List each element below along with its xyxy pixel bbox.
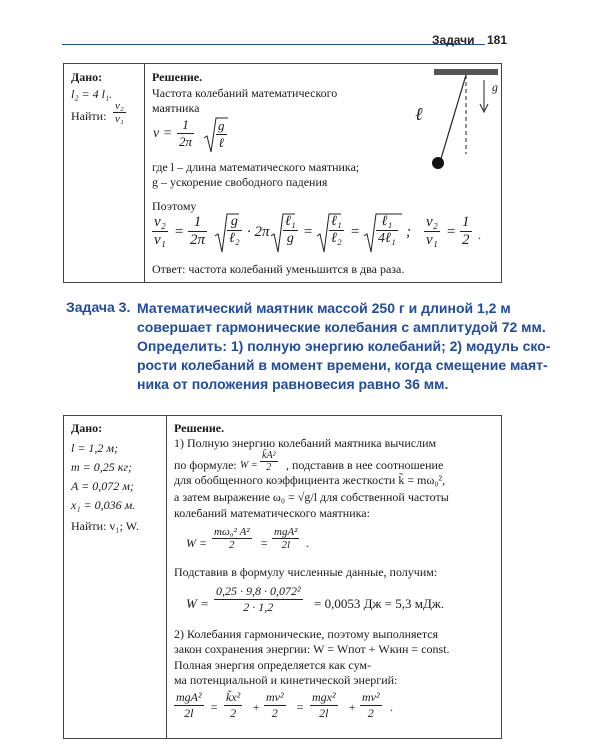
given-label: Дано: [71, 70, 103, 84]
formula-fraction: g ℓ [218, 118, 225, 150]
task-line: Математический маятник массой 250 г и длиной 1,2 м [137, 300, 511, 316]
solution-text: g – ускорение свободного падения [152, 175, 328, 189]
period: . [390, 700, 393, 714]
equals-sign: = [350, 224, 361, 240]
ratio-fraction: ℓ₁ 4ℓ₁ [378, 214, 396, 246]
energy-balance-fraction: $\frac{\text{k̃x²}}{2}$ [226, 690, 241, 720]
solution-text: для обобщенного коэффициента жесткости k̃ = mω₀², [174, 473, 446, 487]
w-symbol: W = [186, 536, 208, 550]
plus-sign: + [252, 700, 261, 714]
solution-text: закон сохранения энергии: W = Wпот + Wкин = const. [174, 642, 450, 656]
semicolon: ; [406, 224, 411, 240]
energy-balance-fraction: mgA² 2l [176, 690, 202, 720]
ratio-fraction: $\frac{1}{2}$ [462, 214, 470, 248]
column-divider [144, 64, 145, 282]
solution-text: а затем выражение ω₀ = √g/l для собственной частоты [174, 490, 449, 504]
task-line: ника от положения равновесия равно 36 мм. [137, 376, 449, 392]
answer-text: Ответ: частота колебаний уменьшится в два раза. [152, 262, 405, 276]
given-line: l₂ = 4 l₁. [71, 87, 113, 101]
energy-balance-fraction: $\frac{\text{mv²}}{2}$ [266, 690, 284, 720]
calculation-result: = 0,0053 Дж = 5,3 мДж. [314, 596, 445, 611]
equals-sign: = [303, 224, 314, 240]
formula-nu: ν = [153, 126, 173, 141]
given-line: l = 1,2 м; [71, 441, 119, 455]
figure-gravity-label: g [492, 80, 498, 94]
fraction-denominator: ν₁ [115, 113, 124, 125]
energy-balance-fraction: $\frac{\text{mv²}}{2}$ [362, 690, 380, 720]
column-divider [166, 416, 167, 738]
solution-box-2 [63, 415, 502, 739]
w-symbol: W = [240, 460, 258, 471]
find-label: Найти: [71, 109, 107, 123]
solution-text: Подставив в формулу численные данные, получим: [174, 565, 438, 579]
ratio-fraction: $\frac{1}{2\pi}$ [190, 214, 206, 248]
equals-sign: = [210, 700, 219, 714]
period: . [478, 228, 481, 242]
solution-text: по формуле: [174, 458, 237, 472]
energy-formula-fraction: $\frac{\text{k̃A²}}{2}$ [262, 450, 276, 473]
equals-sign: = [296, 700, 305, 714]
pendulum-bob [432, 157, 444, 169]
page-number: 181 [487, 33, 508, 47]
task-label: Задача 3. [66, 299, 131, 315]
pendulum-string [440, 75, 466, 162]
solution-text: , подставив в нее соотношение [286, 458, 444, 472]
formula-fraction: $\frac{1}{2\pi}$ [179, 117, 193, 149]
solution-label: Решение. [174, 421, 225, 435]
task-line: рости колебаний в момент времени, когда смещение маят- [137, 357, 548, 373]
equals-sign: = [446, 224, 457, 240]
solution-text: Частота колебаний математического [152, 86, 338, 100]
solution-text: Поэтому [152, 199, 197, 213]
solution-text: ма потенциальной и кинетической энергий: [174, 673, 398, 687]
ratio-fraction: $\frac{\text{ν₂}}{\text{ν₁}}$ [154, 214, 166, 248]
task-statement [137, 299, 551, 394]
times-2pi: · 2π [247, 224, 270, 240]
solution-text: Полная энергия определяется как сум- [174, 658, 372, 672]
solution-label: Решение. [152, 70, 203, 84]
ceiling-mount [434, 69, 498, 75]
task-line: Определить: 1) полную энергию колебаний; 2) модуль ско- [137, 338, 551, 354]
ratio-fraction: g ℓ₂ [229, 214, 240, 246]
given-line: m = 0,25 кг; [71, 460, 133, 474]
energy-fraction: mgA² 2l [274, 526, 298, 551]
given-label: Дано: [71, 421, 103, 435]
ratio-fraction: ℓ₁ g [285, 214, 296, 246]
calculation-fraction: $\frac{\text{0,25 · 9,8 · 0,072²}}{2 \cdot 1,2}$ [216, 584, 301, 614]
task-line: совершает гармонические колебания с амплитудой 72 мм. [137, 319, 546, 335]
given-line: x₁ = 0,036 м. [71, 498, 136, 512]
w-symbol: W = [186, 596, 209, 611]
equals-sign: = [260, 536, 269, 550]
ratio-fraction: ℓ₁ ℓ₂ [331, 214, 342, 246]
running-header-title: Задачи [432, 33, 475, 47]
energy-fraction: $\frac{\text{mω₀² A²}}{2}$ [214, 526, 250, 551]
given-line: A = 0,072 м; [71, 479, 134, 493]
equals-sign: = [174, 224, 185, 240]
plus-sign: + [348, 700, 357, 714]
solution-text: 2) Колебания гармонические, поэтому выполняется [174, 627, 439, 641]
solution-text: маятника [152, 101, 200, 115]
solution-box-1 [63, 63, 502, 283]
fraction-numerator: ν₂ [115, 100, 124, 112]
solution-text: где l – длина математического маятника; [152, 160, 360, 174]
energy-balance-fraction: mgx² 2l [312, 690, 336, 720]
find-line: Найти: v₁; W. [71, 519, 139, 533]
ratio-fraction: $\frac{\text{ν₂}}{\text{ν₁}}$ [426, 214, 438, 248]
header-rule [62, 44, 485, 45]
find-fraction [113, 100, 126, 125]
period: . [306, 536, 309, 550]
solution-text: колебаний математического маятника: [174, 506, 370, 520]
figure-length-label: ℓ [415, 104, 423, 124]
solution-text: 1) Полную энергию колебаний маятника вычислим [174, 436, 437, 450]
